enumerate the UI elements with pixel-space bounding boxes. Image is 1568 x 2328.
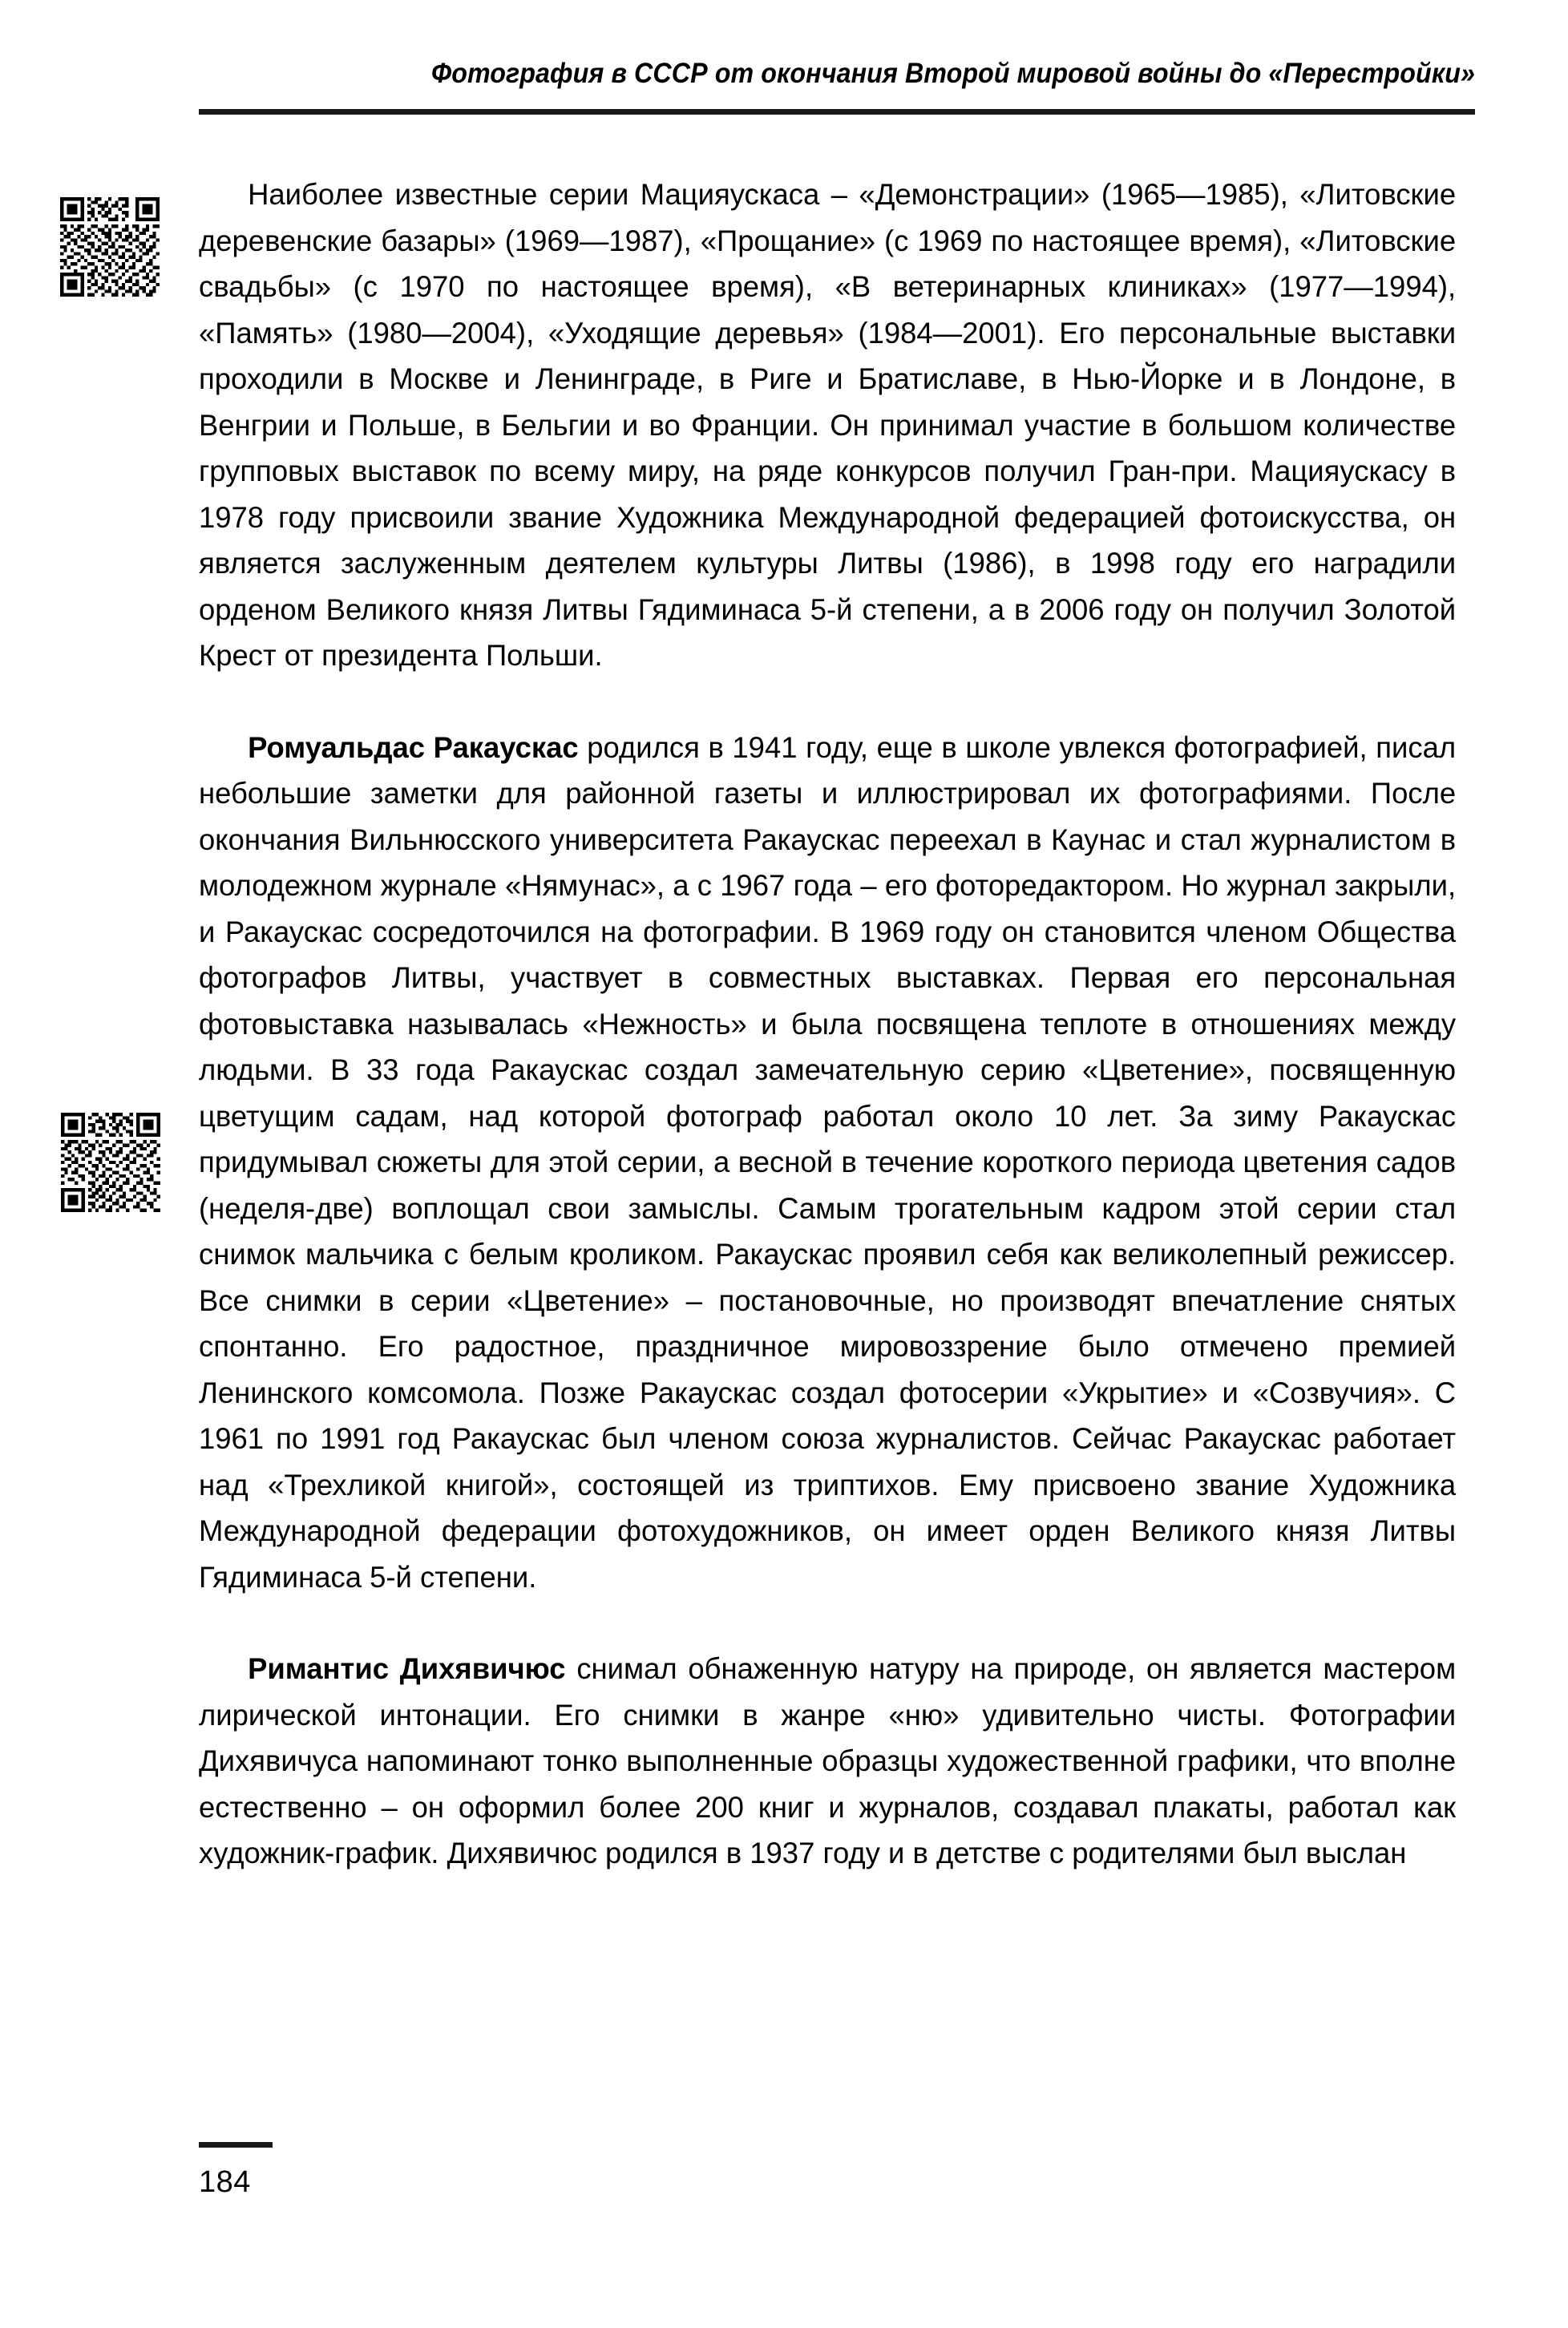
qr-code-icon[interactable] — [60, 192, 160, 301]
lead-name-rakauskas: Ромуальдас Ракаускас — [248, 730, 579, 764]
page-header — [199, 58, 1475, 90]
paragraph-text: снимал обнаженную натуру на природе, он является мастером лирической интонации. Его снимки в жанре «ню» удивительно чисты. Фотографии Дихявичуса напоминают тонко выполненные образцы художественной графики, что вполне естественно – он оформил более 200 книг и журналов, создавал плакаты, работал как художник-график. Дихявичюс родился в 1937 году и в детстве с родителями был выслан — [199, 1652, 1457, 1869]
qr-code-icon[interactable] — [61, 1108, 160, 1217]
page-number: 184 — [199, 2165, 251, 2199]
header-divider-rule — [199, 109, 1475, 115]
paragraph-dihavicius — [199, 1646, 1456, 1877]
paragraph-maciauskas — [199, 172, 1456, 679]
footer-divider-rule — [199, 2142, 273, 2148]
paragraph-text: родился в 1941 году, еще в школе увлекся фотографией, писал небольшие заметки для районной газеты и иллюстрировал их фотографиями. После окончания Вильнюсского университета Ракаускас переехал в Каунас и стал журналистом в молодежном журнале «Нямунас», а с 1967 года – его фоторедактором. Но журнал закрыли, и Ракаускас сосредоточился на фотографии. В 1969 году он становится членом Общества фотографов Литвы, участвует в совместных выставках. Первая его персональная фотовыставка называлась «Нежность» и была посвящена теплоте в отношениях между людьми. В 33 года Ракаускас создал замечательную серию «Цветение», посвященную цветущим садам, над которой фотограф работал около 10 лет. За зиму Ракаускас придумывал сюжеты для этой серии, а весной в течение короткого периода цветения садов (неделя-две) воплощал свои замыслы. Самым трогательным кадром этой серии стал снимок мальчика с белым кроликом. Ракаускас проявил себя как великолепный режиссер. Все снимки в серии «Цветение» – постановочные, но производят впечатление снятых спонтанно. Его радостное, праздничное мировоззрение было отмечено премией Ленинского комсомола. Позже Ракаускас создал фотосерии «Укрытие» и «Созвучия». С 1961 по 1991 год Ракаускас был членом союза журналистов. Сейчас Ракаускас работает над «Трехликой книгой», состоящей из триптихов. Ему присвоено звание Художника Международной федерации фотохудожников, он имеет орден Великого князя Литвы Гядиминаса 5-й степени. — [199, 730, 1457, 1594]
body-text-column — [199, 172, 1475, 1877]
lead-name-dihavicius: Римантис Дихявичюс — [248, 1652, 566, 1685]
paragraph-rakauskas — [199, 725, 1456, 1601]
running-header-text: Фотография в СССР от окончания Второй мировой войны до «Перестройки» — [430, 58, 1476, 89]
paragraph-text: Наиболее известные серии Мацияускаса – «Демонстрации» (1965—1985), «Литовские деревенские базары» (1969—1987), «Прощание» (с 1969 по настоящее время), «Литовские свадьбы» (с 1970 по настоящее время), «В ветеринарных клиниках» (1977—1994), «Память» (1980—2004), «Уходящие деревья» (1984—2001). Его персональные выставки проходили в Москве и Ленинграде, в Риге и Братиславе, в Нью-Йорке и в Лондоне, в Венгрии и Польше, в Бельгии и во Франции. Он принимал участие в большом количестве групповых выставок по всему миру, на ряде конкурсов получил Гран-при. Мацияускасу в 1978 году присвоили звание Художника Международной федерацией фотоискусства, он является заслуженным деятелем культуры Литвы (1986), в 1998 году его наградили орденом Великого князя Литвы Гядиминаса 5-й степени, а в 2006 году он получил Золотой Крест от президента Польши. — [199, 178, 1457, 672]
